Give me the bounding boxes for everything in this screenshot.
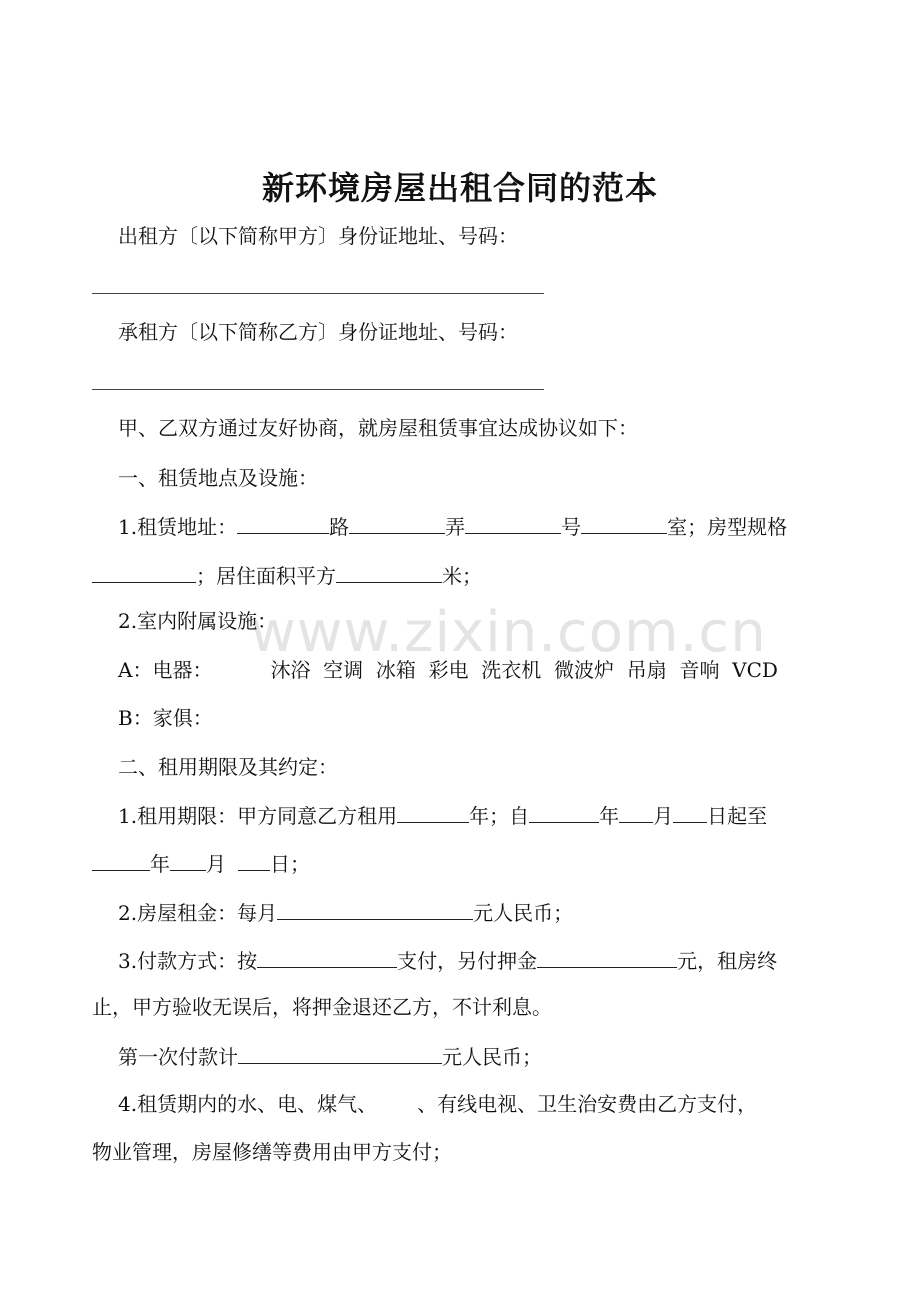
number-label: 号 [561,515,582,539]
watermark: www.zixin.com.cn [250,600,767,665]
payment-mid: 支付，另付押金 [397,949,538,973]
lane-blank [349,511,445,534]
payment-prefix: 3.付款方式：按 [118,949,258,973]
end-day-blank [238,848,270,871]
term-month: 月 [653,804,674,828]
utilities-line2: 物业管理，房屋修缮等费用由甲方支付； [92,1140,452,1164]
road-label: 路 [329,515,350,539]
first-payment-line [118,1041,858,1071]
address-prefix: 1.租赁地址： [118,515,238,539]
lessor-blank-line [92,293,544,294]
furniture-label: B：家俱： [118,706,213,730]
document-title: 新环境房屋出租合同的范本 [261,169,658,207]
area-label: ；居住面积平方 [196,564,336,588]
payment-method-blank [257,945,397,968]
number-blank [465,511,561,534]
agreement-intro: 甲、乙双方通过友好协商，就房屋租赁事宜达成协议如下： [118,416,638,440]
rent-suffix: 元人民币； [473,901,574,925]
term-prefix: 1.租用期限：甲方同意乙方租用 [118,804,398,828]
start-month-blank [619,800,653,823]
rent-line [118,897,858,927]
end-month-blank [170,848,206,871]
utilities-part1: 4.租赁期内的水、电、煤气、 [118,1092,378,1116]
start-day-blank [673,800,707,823]
appliances-line [118,656,858,684]
first-payment-prefix: 第一次付款计 [118,1045,238,1069]
term-end-day: 日； [270,852,310,876]
lessee-label: 承租方〔以下简称乙方〕身份证地址、号码： [118,320,518,344]
area-line [92,560,832,590]
rent-blank [277,897,473,920]
term-end-year: 年 [150,852,170,876]
room-blank [581,511,667,534]
deposit-blank [537,945,677,968]
payment-suffix: 元，租房终 [677,949,778,973]
first-payment-blank [238,1041,442,1064]
term-end-line [92,848,832,878]
room-label: 室；房型规格 [667,515,788,539]
term-year-from: 年；自 [469,804,530,828]
section1-heading: 一、租赁地点及设施： [118,466,318,490]
term-years-blank [397,800,469,823]
first-payment-suffix: 元人民币； [442,1045,542,1069]
rent-prefix: 2.房屋租金：每月 [118,901,278,925]
term-year: 年 [599,804,620,828]
area-blank [336,560,442,583]
utilities-part2: 、有线电视、卫生治安费由乙方支付， [417,1092,758,1116]
area-unit: 米； [442,564,482,588]
facilities-heading: 2.室内附属设施： [118,609,278,633]
term-end-month: 月 [206,852,226,876]
term-line [118,800,858,830]
section2-heading: 二、租用期限及其约定： [118,755,338,779]
address-line [118,511,858,541]
lane-label: 弄 [445,515,466,539]
lessor-label: 出租方〔以下简称甲方〕身份证地址、号码： [118,224,518,248]
road-blank [237,511,329,534]
layout-blank [92,560,196,583]
appliances-items: 沐浴 空调 冰箱 彩电 洗衣机 微波炉 吊扇 音响 VCD [270,658,778,682]
appliances-label: A：电器： [118,658,213,682]
end-year-blank [92,848,150,871]
term-day-to: 日起至 [707,804,768,828]
payment-line [118,945,858,975]
lessee-blank-line [92,389,544,390]
start-year-blank [529,800,599,823]
payment-line2: 止，甲方验收无误后，将押金退还乙方，不计利息。 [92,995,552,1019]
utilities-line [118,1090,858,1118]
